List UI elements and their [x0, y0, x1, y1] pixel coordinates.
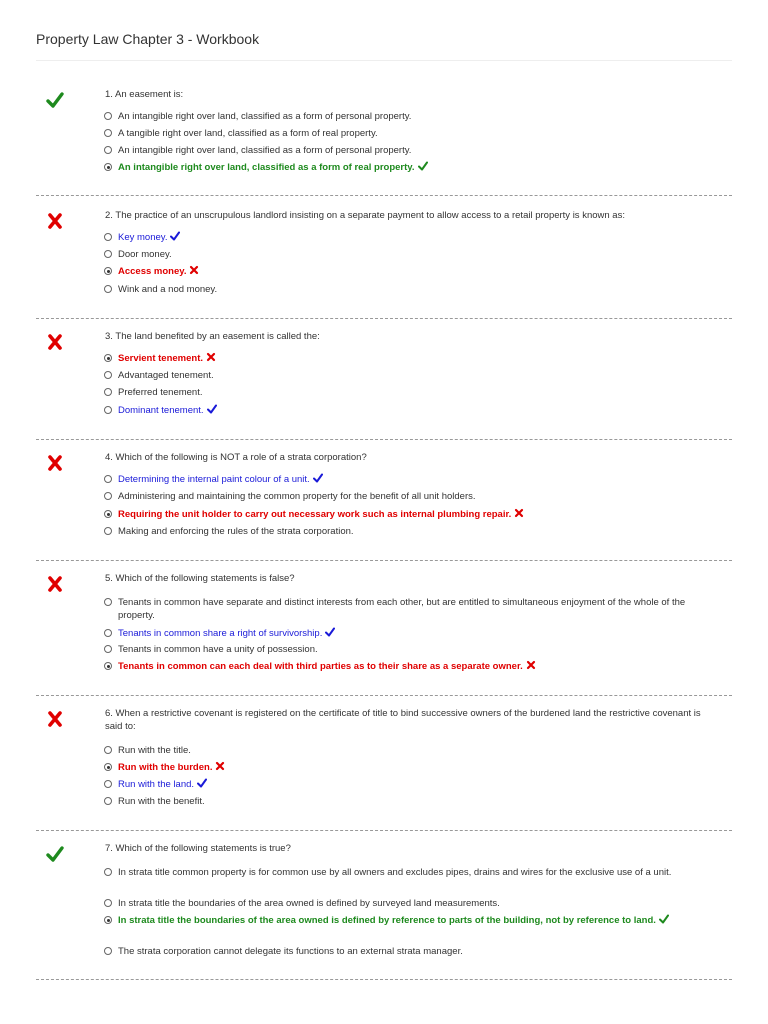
answer-option[interactable]	[118, 778, 718, 791]
answer-check-icon	[313, 473, 323, 483]
answer-option[interactable]	[118, 945, 718, 958]
radio-button-selected[interactable]	[104, 163, 112, 171]
radio-button[interactable]	[104, 475, 112, 483]
option-label: Tenants in common can each deal with third parties as to their share as a separate owner.	[118, 661, 523, 672]
option-label: Tenants in common share a right of survivorship.	[118, 628, 323, 639]
answer-option[interactable]	[118, 914, 718, 927]
answer-option[interactable]	[118, 490, 718, 503]
question-text: 4. Which of the following is NOT a role of a strata corporation?	[105, 452, 367, 463]
answer-option[interactable]	[118, 761, 718, 774]
radio-button[interactable]	[104, 868, 112, 876]
option-label: An intangible right over land, classified as a form of real property.	[118, 162, 415, 173]
option-label: Advantaged tenement.	[118, 370, 214, 381]
option-label: Tenants in common have a unity of possession.	[118, 644, 318, 655]
incorrect-cross-icon	[46, 454, 64, 472]
option-label: Run with the burden.	[118, 762, 213, 773]
option-label: The strata corporation cannot delegate its functions to an external strata manager.	[118, 946, 463, 957]
question-block	[36, 88, 732, 196]
radio-button[interactable]	[104, 285, 112, 293]
option-label: Dominant tenement.	[118, 405, 204, 416]
radio-button-selected[interactable]	[104, 354, 112, 362]
answer-option[interactable]	[118, 386, 718, 399]
radio-button[interactable]	[104, 388, 112, 396]
wrong-cross-icon	[189, 265, 199, 275]
radio-button[interactable]	[104, 527, 112, 535]
question-divider	[36, 195, 732, 196]
answer-option[interactable]	[118, 643, 718, 656]
answer-option[interactable]	[118, 231, 718, 244]
answer-option[interactable]	[118, 508, 718, 521]
radio-button[interactable]	[104, 645, 112, 653]
option-label: Key money.	[118, 232, 168, 243]
option-label: Wink and a nod money.	[118, 284, 218, 295]
radio-button[interactable]	[104, 947, 112, 955]
option-label: Administering and maintaining the common property for the benefit of all unit holders.	[118, 491, 476, 502]
option-label: Determining the internal paint colour of a unit.	[118, 474, 310, 485]
question-text: 5. Which of the following statements is false?	[105, 573, 295, 584]
option-label: Door money.	[118, 249, 172, 260]
radio-button[interactable]	[104, 112, 112, 120]
answer-check-icon	[197, 778, 207, 788]
wrong-cross-icon	[526, 660, 536, 670]
correct-checkmark-icon	[46, 845, 64, 863]
cross-icon	[46, 575, 64, 593]
radio-button[interactable]	[104, 629, 112, 637]
answer-option[interactable]	[118, 110, 718, 123]
answer-option[interactable]	[118, 795, 718, 808]
answer-option[interactable]	[118, 627, 718, 640]
correct-check-icon	[659, 914, 669, 924]
wrong-cross-icon	[206, 352, 216, 362]
option-label: Making and enforcing the rules of the strata corporation.	[118, 526, 354, 537]
option-label: Tenants in common have separate and distinct interests from each other, but are entitled to simultaneous enjoyment of the whole of the property.	[118, 597, 686, 621]
radio-button[interactable]	[104, 598, 112, 606]
question-text: 3. The land benefited by an easement is called the:	[105, 331, 320, 342]
radio-button-selected[interactable]	[104, 510, 112, 518]
radio-button-selected[interactable]	[104, 916, 112, 924]
title-divider	[36, 60, 732, 61]
question-divider	[36, 830, 732, 831]
option-label: Access money.	[118, 266, 187, 277]
radio-button[interactable]	[104, 492, 112, 500]
radio-button-selected[interactable]	[104, 267, 112, 275]
cross-icon	[46, 212, 64, 230]
answer-option[interactable]	[118, 866, 718, 879]
option-label: A tangible right over land, classified as a form of real property.	[118, 128, 378, 139]
answer-check-icon	[325, 627, 335, 637]
question-divider	[36, 979, 732, 980]
question-divider	[36, 318, 732, 319]
answer-option[interactable]	[118, 596, 718, 622]
question-text: 1. An easement is:	[105, 89, 184, 100]
answer-option[interactable]	[118, 161, 718, 174]
cross-icon	[46, 454, 64, 472]
radio-button[interactable]	[104, 129, 112, 137]
radio-button[interactable]	[104, 746, 112, 754]
question-block	[36, 572, 732, 696]
question-block	[36, 707, 732, 831]
answer-option[interactable]	[118, 127, 718, 140]
answer-option[interactable]	[118, 473, 718, 486]
option-label: In strata title the boundaries of the area owned is defined by surveyed land measurements.	[118, 898, 500, 909]
answer-option[interactable]	[118, 248, 718, 261]
cross-icon	[46, 710, 64, 728]
wrong-cross-icon	[514, 508, 524, 518]
option-label: Run with the benefit.	[118, 796, 205, 807]
question-text: 6. When a restrictive covenant is registered on the certificate of title to bind successive owners of the burdened land the restrictive covenant is said to:	[105, 708, 701, 732]
answer-check-icon	[207, 404, 217, 414]
answer-option[interactable]	[118, 369, 718, 382]
radio-button[interactable]	[104, 899, 112, 907]
question-divider	[36, 695, 732, 696]
option-label: Run with the land.	[118, 779, 195, 790]
question-block	[36, 842, 732, 980]
page-title: Property Law Chapter 3 - Workbook	[36, 31, 260, 47]
answer-option[interactable]	[118, 283, 718, 296]
incorrect-cross-icon	[46, 575, 64, 593]
question-divider	[36, 439, 732, 440]
question-text: 7. Which of the following statements is true?	[105, 843, 291, 854]
option-label: Requiring the unit holder to carry out necessary work such as internal plumbing repair.	[118, 509, 512, 520]
answer-option[interactable]	[118, 744, 718, 757]
radio-button[interactable]	[104, 250, 112, 258]
incorrect-cross-icon	[46, 333, 64, 351]
correct-check-icon	[418, 161, 428, 171]
radio-button[interactable]	[104, 797, 112, 805]
option-label: An intangible right over land, classified as a form of personal property.	[118, 145, 412, 156]
answer-option[interactable]	[118, 144, 718, 157]
answer-option[interactable]	[118, 897, 718, 910]
question-divider	[36, 560, 732, 561]
answer-option[interactable]	[118, 404, 718, 417]
answer-option[interactable]	[118, 525, 718, 538]
radio-button[interactable]	[104, 146, 112, 154]
checkmark-icon	[46, 845, 64, 863]
answer-option[interactable]	[118, 352, 718, 365]
answer-option[interactable]	[118, 265, 718, 278]
option-label: Run with the title.	[118, 745, 191, 756]
correct-checkmark-icon	[46, 91, 64, 109]
option-label: In strata title the boundaries of the area owned is defined by reference to parts of the building, not by reference to land.	[118, 915, 656, 926]
option-label: In strata title common property is for common use by all owners and excludes pipes, drains and wires for the exclusive use of a unit.	[118, 867, 672, 878]
incorrect-cross-icon	[46, 710, 64, 728]
radio-button-selected[interactable]	[104, 763, 112, 771]
question-block	[36, 209, 732, 319]
answer-option[interactable]	[118, 660, 718, 673]
radio-button[interactable]	[104, 780, 112, 788]
radio-button-selected[interactable]	[104, 662, 112, 670]
option-label: An intangible right over land, classified as a form of personal property.	[118, 111, 412, 122]
question-text: 2. The practice of an unscrupulous landlord insisting on a separate payment to allow access to a retail property is known as:	[105, 210, 625, 221]
radio-button[interactable]	[104, 233, 112, 241]
option-label: Servient tenement.	[118, 353, 203, 364]
question-block	[36, 451, 732, 561]
answer-check-icon	[170, 231, 180, 241]
radio-button[interactable]	[104, 371, 112, 379]
checkmark-icon	[46, 91, 64, 109]
incorrect-cross-icon	[46, 212, 64, 230]
radio-button[interactable]	[104, 406, 112, 414]
wrong-cross-icon	[215, 761, 225, 771]
cross-icon	[46, 333, 64, 351]
question-block	[36, 330, 732, 440]
option-label: Preferred tenement.	[118, 387, 203, 398]
